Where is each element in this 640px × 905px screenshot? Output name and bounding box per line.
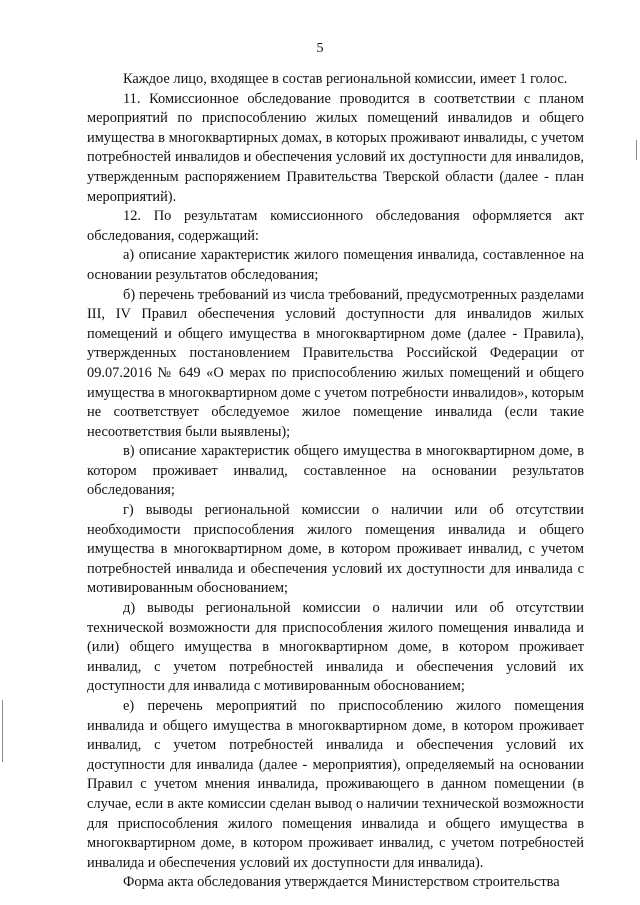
paragraph-12: 12. По результатам комиссионного обследования оформляется акт обследования, содержащий: <box>87 208 584 244</box>
paragraph-12-g: г) выводы региональной комиссии о наличии или об отсутствии необходимости приспособления жилого помещения инвалида и общего имущества в многоквартирном доме, в котором проживает инвалид, с учетом потребностей инвалида и обеспечения условий их доступности для инвалида с мотивированным обоснованием; <box>87 502 584 597</box>
paragraph-12-v: в) описание характеристик общего имущества в многоквартирном доме, в котором проживает инвалид, составленное на основании результатов обследования; <box>87 443 584 499</box>
page-number: 5 <box>316 41 324 56</box>
paragraph-12-e: е) перечень мероприятий по приспособлению жилого помещения инвалида и общего имущества в многоквартирном доме, в котором проживает инвалид, с учетом потребностей инвалида и обеспечения условий их доступности для инвалида (далее - мероприятия), определяемый на основании Правил с учетом мнения инвалида, проживающего в данном помещении (в случае, если в акте комиссии сделан вывод о наличии технической возможности для приспособления жилого помещения инвалида и общего имущества в многоквартирном доме, в котором проживает инвалид, с учетом потребностей инвалида и обеспечения условий их доступности для инвалида). <box>87 698 584 871</box>
document-body <box>87 70 584 893</box>
paragraph-act-form: Форма акта обследования утверждается Министерством строительства <box>123 874 560 891</box>
paragraph-12-b: б) перечень требований из числа требований, предусмотренных разделами III, IV Правил обеспечения условий доступности для инвалидов жилых помещений и общего имущества в многоквартирном доме (далее - Правила), утвержденных постановлением Правительства Российской Федерации от 09.07.2016 № 649 «О мерах по приспособлению жилых помещений и общего имущества в многоквартирном доме с учетом потребности инвалидов», которым не соответствует обследуемое жилое помещение инвалида (если такие несоответствия были выявлены); <box>87 286 584 440</box>
paragraph-12-d: д) выводы региональной комиссии о наличии или об отсутствии технической возможности для приспособления жилого помещения инвалида и (или) общего имущества в многоквартирном доме, в котором проживает инвалид, с учетом потребностей инвалида и обеспечения условий их доступности для инвалида с мотивированным обоснованием; <box>87 600 584 695</box>
scan-edge-mark <box>636 140 637 160</box>
paragraph-voting: Каждое лицо, входящее в состав региональной комиссии, имеет 1 голос. <box>123 71 568 87</box>
paragraph-11: 11. Комиссионное обследование проводится в соответствии с планом мероприятий по приспособлению жилых помещений инвалидов и общего имущества в многоквартирных домах, в которых проживают инвалиды, с учетом потребностей инвалидов и обеспечения условий их доступности для инвалидов, утвержденным распоряжением Правительства Тверской области (далее - план мероприятий). <box>87 90 584 205</box>
scan-edge-mark <box>2 700 3 762</box>
paragraph-12-a: а) описание характеристик жилого помещения инвалида, составленное на основании результатов обследования; <box>87 247 584 283</box>
